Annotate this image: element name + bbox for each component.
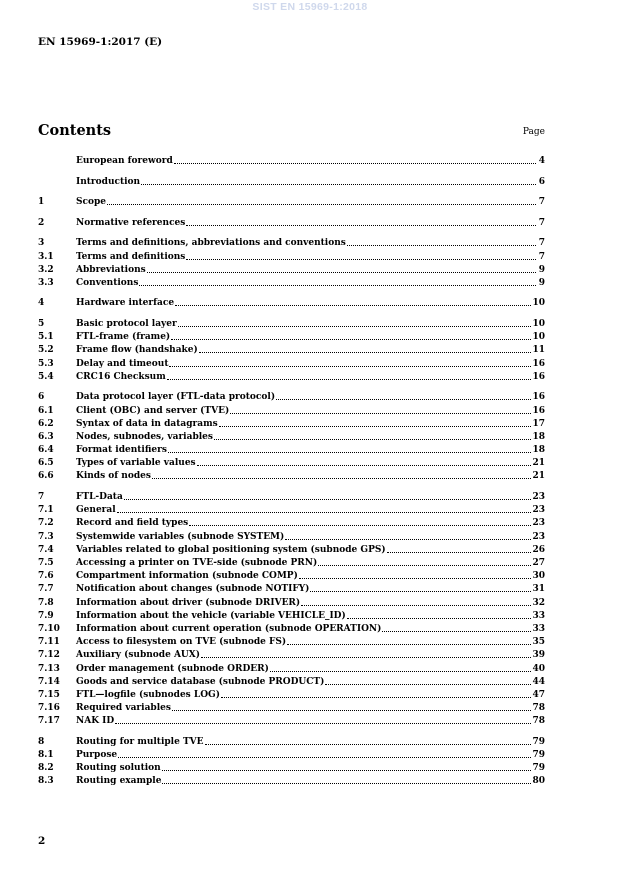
toc-entry-page: 23	[532, 531, 545, 542]
toc-entry[interactable]	[38, 715, 545, 728]
toc-entry-number: 8.1	[38, 750, 54, 761]
toc-entry-title: Routing example	[76, 776, 162, 787]
toc-entry-number: 1	[38, 197, 45, 208]
dot-leader	[382, 623, 531, 632]
toc-entry-number: 7.16	[38, 703, 60, 714]
toc-entry-page: 10	[532, 298, 545, 309]
toc-entry-number: 7	[38, 492, 45, 503]
toc-entry[interactable]	[38, 405, 545, 418]
toc-entry-number: 7.12	[38, 650, 60, 661]
dot-leader	[276, 391, 531, 400]
toc-entry-page: 7	[538, 251, 545, 262]
dot-leader	[287, 636, 531, 645]
toc-entry[interactable]	[38, 583, 545, 596]
dot-leader	[299, 570, 532, 579]
toc-entry[interactable]	[38, 251, 545, 264]
dot-leader	[172, 702, 532, 711]
toc-entry-title: NAK ID	[76, 716, 115, 727]
toc-entry-page: 80	[532, 776, 545, 787]
toc-entry-number: 8.3	[38, 776, 54, 787]
toc-entry-title: Scope	[76, 197, 107, 208]
toc-entry[interactable]	[38, 444, 545, 457]
toc-entry[interactable]	[38, 531, 545, 544]
toc-entry-page: 18	[532, 445, 545, 456]
toc-entry[interactable]	[38, 344, 545, 357]
dot-leader	[230, 405, 531, 414]
toc-entry-page: 33	[532, 623, 545, 634]
toc-entry-page: 39	[532, 650, 545, 661]
toc-entry-page: 23	[532, 492, 545, 503]
toc-entry[interactable]	[38, 762, 545, 775]
toc-entry-page: 7	[538, 238, 545, 249]
toc-entry[interactable]	[38, 544, 545, 557]
toc-entry-number: 7.6	[38, 571, 54, 582]
toc-entry-number: 6	[38, 392, 45, 403]
dot-leader	[199, 344, 532, 353]
toc-entry[interactable]	[38, 318, 545, 331]
toc-entry-title: Terms and definitions, abbreviations and conventions	[76, 238, 346, 249]
toc-entry-number: 5.1	[38, 332, 54, 343]
toc-entry-page: 79	[532, 736, 545, 747]
toc-entry-title: Compartment information (subnode COMP)	[76, 571, 298, 582]
toc-entry-number: 7.15	[38, 689, 60, 700]
toc-entry[interactable]	[38, 663, 545, 676]
toc-entry-page: 4	[538, 156, 545, 166]
toc-entry-title: FTL-Data	[76, 492, 123, 503]
toc-entry-title: Notification about changes (subnode NOTIFY)	[76, 584, 310, 595]
toc-entry[interactable]	[38, 155, 545, 168]
toc-entry[interactable]	[38, 237, 545, 250]
toc-entry-page: 79	[532, 750, 545, 761]
dot-leader	[152, 470, 532, 479]
toc-entry-title: Conventions	[76, 277, 139, 288]
toc-entry-page: 33	[532, 610, 545, 621]
toc-entry-number: 7.4	[38, 544, 54, 555]
toc-entry-title: Terms and definitions	[76, 251, 186, 262]
dot-leader	[115, 715, 531, 724]
toc-entry-title: European foreword	[76, 156, 173, 166]
toc-entry-number: 7.17	[38, 716, 60, 727]
toc-entry[interactable]	[38, 391, 545, 404]
toc-entry-number: 6.2	[38, 418, 54, 429]
toc-entry[interactable]	[38, 689, 545, 702]
toc-entry[interactable]	[38, 504, 545, 517]
toc-entry-number: 7.3	[38, 531, 54, 542]
toc-entry-page: 7	[538, 217, 545, 228]
toc-entry[interactable]	[38, 610, 545, 623]
toc-entry-number: 6.3	[38, 431, 54, 442]
toc-entry-page: 27	[532, 558, 545, 568]
toc-entry-page: 11	[532, 345, 545, 356]
dot-leader	[347, 610, 532, 619]
toc-entry[interactable]	[38, 570, 545, 583]
dot-leader	[168, 444, 532, 453]
toc-entry[interactable]	[38, 749, 545, 762]
toc-entry-title: Information about current operation (subnode OPERATION)	[76, 623, 382, 634]
toc-entry[interactable]	[38, 371, 545, 384]
toc-entry[interactable]	[38, 457, 545, 470]
toc-entry-number: 7.13	[38, 663, 60, 674]
toc-entry[interactable]	[38, 196, 545, 209]
toc-entry-title: Frame flow (handshake)	[76, 345, 198, 356]
toc-entry-title: Routing for multiple TVE	[76, 736, 204, 747]
toc-entry[interactable]	[38, 702, 545, 715]
dot-leader	[186, 217, 536, 226]
toc-entry-title: Introduction	[76, 176, 141, 187]
toc-entry-page: 6	[538, 176, 545, 187]
dot-leader	[318, 557, 531, 566]
toc-entry-title: Client (OBC) and server (TVE)	[76, 405, 230, 416]
toc-entry-number: 5.4	[38, 371, 54, 382]
toc-entry-page: 78	[532, 716, 545, 727]
toc-entry-title: Access to filesystem on TVE (subnode FS)	[76, 637, 287, 648]
toc-entry-title: Accessing a printer on TVE-side (subnode PRN)	[76, 558, 318, 568]
watermark: SIST EN 15969-1:2018	[252, 1, 368, 13]
dot-leader	[214, 431, 532, 440]
toc-entry[interactable]	[38, 557, 545, 570]
dot-leader	[167, 371, 532, 380]
toc-entry-number: 8	[38, 736, 45, 747]
toc-entry[interactable]	[38, 491, 545, 504]
dot-leader	[301, 597, 531, 606]
dot-leader	[205, 736, 532, 745]
toc-entry-number: 7.5	[38, 558, 54, 568]
toc-entry-number: 3.1	[38, 251, 54, 262]
toc-entry-number: 8.2	[38, 763, 54, 774]
toc-entry-title: Routing solution	[76, 763, 161, 774]
toc-entry-page: 10	[532, 319, 545, 330]
toc-entry-title: FTL—logfile (subnodes LOG)	[76, 689, 220, 700]
toc-entry-page: 10	[532, 332, 545, 343]
toc-entry-page: 23	[532, 505, 545, 516]
toc-entry-page: 21	[532, 471, 545, 482]
page-number: 2	[38, 835, 46, 847]
toc-entry[interactable]	[38, 517, 545, 530]
toc-entry-title: Format identifiers	[76, 445, 167, 456]
toc-entry-number: 7.7	[38, 584, 54, 595]
toc-entry-number: 6.1	[38, 405, 54, 416]
dot-leader	[147, 264, 536, 273]
dot-leader	[197, 457, 532, 466]
toc-entry-number: 7.2	[38, 518, 54, 529]
toc-entry-page: 78	[532, 703, 545, 714]
toc-entry-title: Basic protocol layer	[76, 319, 177, 330]
toc-entry-page: 9	[538, 277, 545, 288]
toc-entry-number: 6.5	[38, 458, 54, 469]
toc-entry-title: Auxiliary (subnode AUX)	[76, 650, 201, 661]
toc-entry-title: Abbreviations	[76, 264, 146, 275]
dot-leader	[107, 196, 536, 205]
toc-entry-number: 5.2	[38, 345, 54, 356]
toc-entry-number: 2	[38, 217, 45, 228]
toc-entry-page: 44	[532, 676, 545, 687]
toc-entry-title: Information about driver (subnode DRIVER)	[76, 597, 301, 608]
toc-entry-title: Information about the vehicle (variable VEHICLE_ID)	[76, 610, 346, 621]
toc-entry-page: 9	[538, 264, 545, 275]
toc-entry-title: Variables related to global positioning system (subnode GPS)	[76, 544, 386, 555]
toc-entry-title: Purpose	[76, 750, 118, 761]
toc-entry-title: Systemwide variables (subnode SYSTEM)	[76, 531, 285, 542]
toc-entry-title: Types of variable values	[76, 458, 196, 469]
dot-leader	[162, 762, 532, 771]
toc-entry-page: 31	[532, 584, 545, 595]
toc-entry-title: Order management (subnode ORDER)	[76, 663, 269, 674]
dot-leader	[162, 775, 531, 784]
toc-entry-number: 7.10	[38, 623, 60, 634]
toc-entry-title: Data protocol layer (FTL-data protocol)	[76, 392, 276, 403]
dot-leader	[221, 689, 531, 698]
toc-entry-number: 7.8	[38, 597, 54, 608]
toc-entry-number: 3.2	[38, 264, 54, 275]
toc-entry-number: 7.9	[38, 610, 54, 621]
dot-leader	[347, 237, 536, 246]
toc-entry-number: 4	[38, 298, 45, 309]
toc-entry-page: 18	[532, 431, 545, 442]
toc-entry[interactable]	[38, 775, 545, 788]
dot-leader	[175, 297, 531, 306]
toc-entry-title: Kinds of nodes	[76, 471, 151, 482]
toc-entry-number: 3.3	[38, 277, 54, 288]
toc-entry-number: 7.14	[38, 676, 60, 687]
toc-entry-title: Required variables	[76, 703, 171, 714]
dot-leader	[117, 504, 532, 513]
toc-entry[interactable]	[38, 736, 545, 749]
toc-entry[interactable]	[38, 358, 545, 371]
toc-entry[interactable]	[38, 418, 545, 431]
toc-entry[interactable]	[38, 676, 545, 689]
table-of-contents	[38, 155, 545, 789]
dot-leader	[174, 155, 536, 164]
toc-entry-page: 40	[532, 663, 545, 674]
toc-entry-page: 32	[532, 597, 545, 608]
toc-entry-title: CRC16 Checksum	[76, 371, 166, 382]
dot-leader	[270, 663, 532, 672]
dot-leader	[139, 277, 536, 286]
toc-entry-number: 5.3	[38, 358, 54, 369]
toc-entry-title: Record and field types	[76, 518, 189, 529]
toc-entry-title: FTL-frame (frame)	[76, 332, 171, 343]
dot-leader	[310, 583, 531, 592]
toc-entry-page: 47	[532, 689, 545, 700]
dot-leader	[285, 531, 531, 540]
dot-leader	[387, 544, 532, 553]
toc-entry-number: 5	[38, 319, 45, 330]
dot-leader	[219, 418, 532, 427]
toc-entry-page: 79	[532, 763, 545, 774]
toc-entry[interactable]	[38, 649, 545, 662]
page-title: Contents	[38, 122, 112, 139]
toc-entry-number: 7.1	[38, 505, 54, 516]
toc-entry-title: Hardware interface	[76, 298, 175, 309]
toc-entry[interactable]	[38, 217, 545, 230]
toc-entry[interactable]	[38, 277, 545, 290]
toc-entry-page: 23	[532, 518, 545, 529]
toc-entry[interactable]	[38, 636, 545, 649]
toc-entry-number: 7.11	[38, 637, 60, 648]
toc-entry-title: Delay and timeout	[76, 358, 169, 369]
toc-entry[interactable]	[38, 264, 545, 277]
toc-entry[interactable]	[38, 297, 545, 310]
dot-leader	[171, 331, 531, 340]
dot-leader	[169, 358, 531, 367]
dot-leader	[325, 676, 531, 685]
toc-entry-title: Normative references	[76, 217, 186, 228]
toc-entry-page: 30	[532, 571, 545, 582]
toc-entry-title: General	[76, 505, 116, 516]
toc-entry-page: 26	[532, 544, 545, 555]
toc-entry[interactable]	[38, 431, 545, 444]
page-column-label: Page	[522, 127, 545, 137]
toc-entry[interactable]	[38, 623, 545, 636]
toc-entry-title: Goods and service database (subnode PRODUCT)	[76, 676, 325, 687]
toc-entry-number: 3	[38, 238, 45, 249]
toc-entry-number: 6.4	[38, 445, 54, 456]
dot-leader	[189, 517, 531, 526]
toc-entry[interactable]	[38, 470, 545, 483]
toc-entry-number: 6.6	[38, 471, 54, 482]
toc-entry-page: 16	[532, 371, 545, 382]
toc-entry-title: Nodes, subnodes, variables	[76, 431, 213, 442]
dot-leader	[124, 491, 532, 500]
toc-entry-page: 7	[538, 197, 545, 208]
document-identifier: EN 15969-1:2017 (E)	[38, 36, 163, 48]
toc-entry-page: 16	[532, 392, 545, 403]
dot-leader	[186, 251, 536, 260]
toc-entry[interactable]	[38, 331, 545, 344]
toc-entry-title: Syntax of data in datagrams	[76, 418, 218, 429]
dot-leader	[178, 318, 532, 327]
toc-entry-page: 17	[532, 418, 545, 429]
dot-leader	[141, 176, 536, 185]
toc-entry-page: 16	[532, 405, 545, 416]
toc-entry-page: 16	[532, 358, 545, 369]
toc-entry[interactable]	[38, 597, 545, 610]
dot-leader	[201, 649, 531, 658]
toc-entry-page: 21	[532, 458, 545, 469]
dot-leader	[118, 749, 531, 758]
toc-entry-page: 35	[532, 637, 545, 648]
toc-entry[interactable]	[38, 176, 545, 189]
